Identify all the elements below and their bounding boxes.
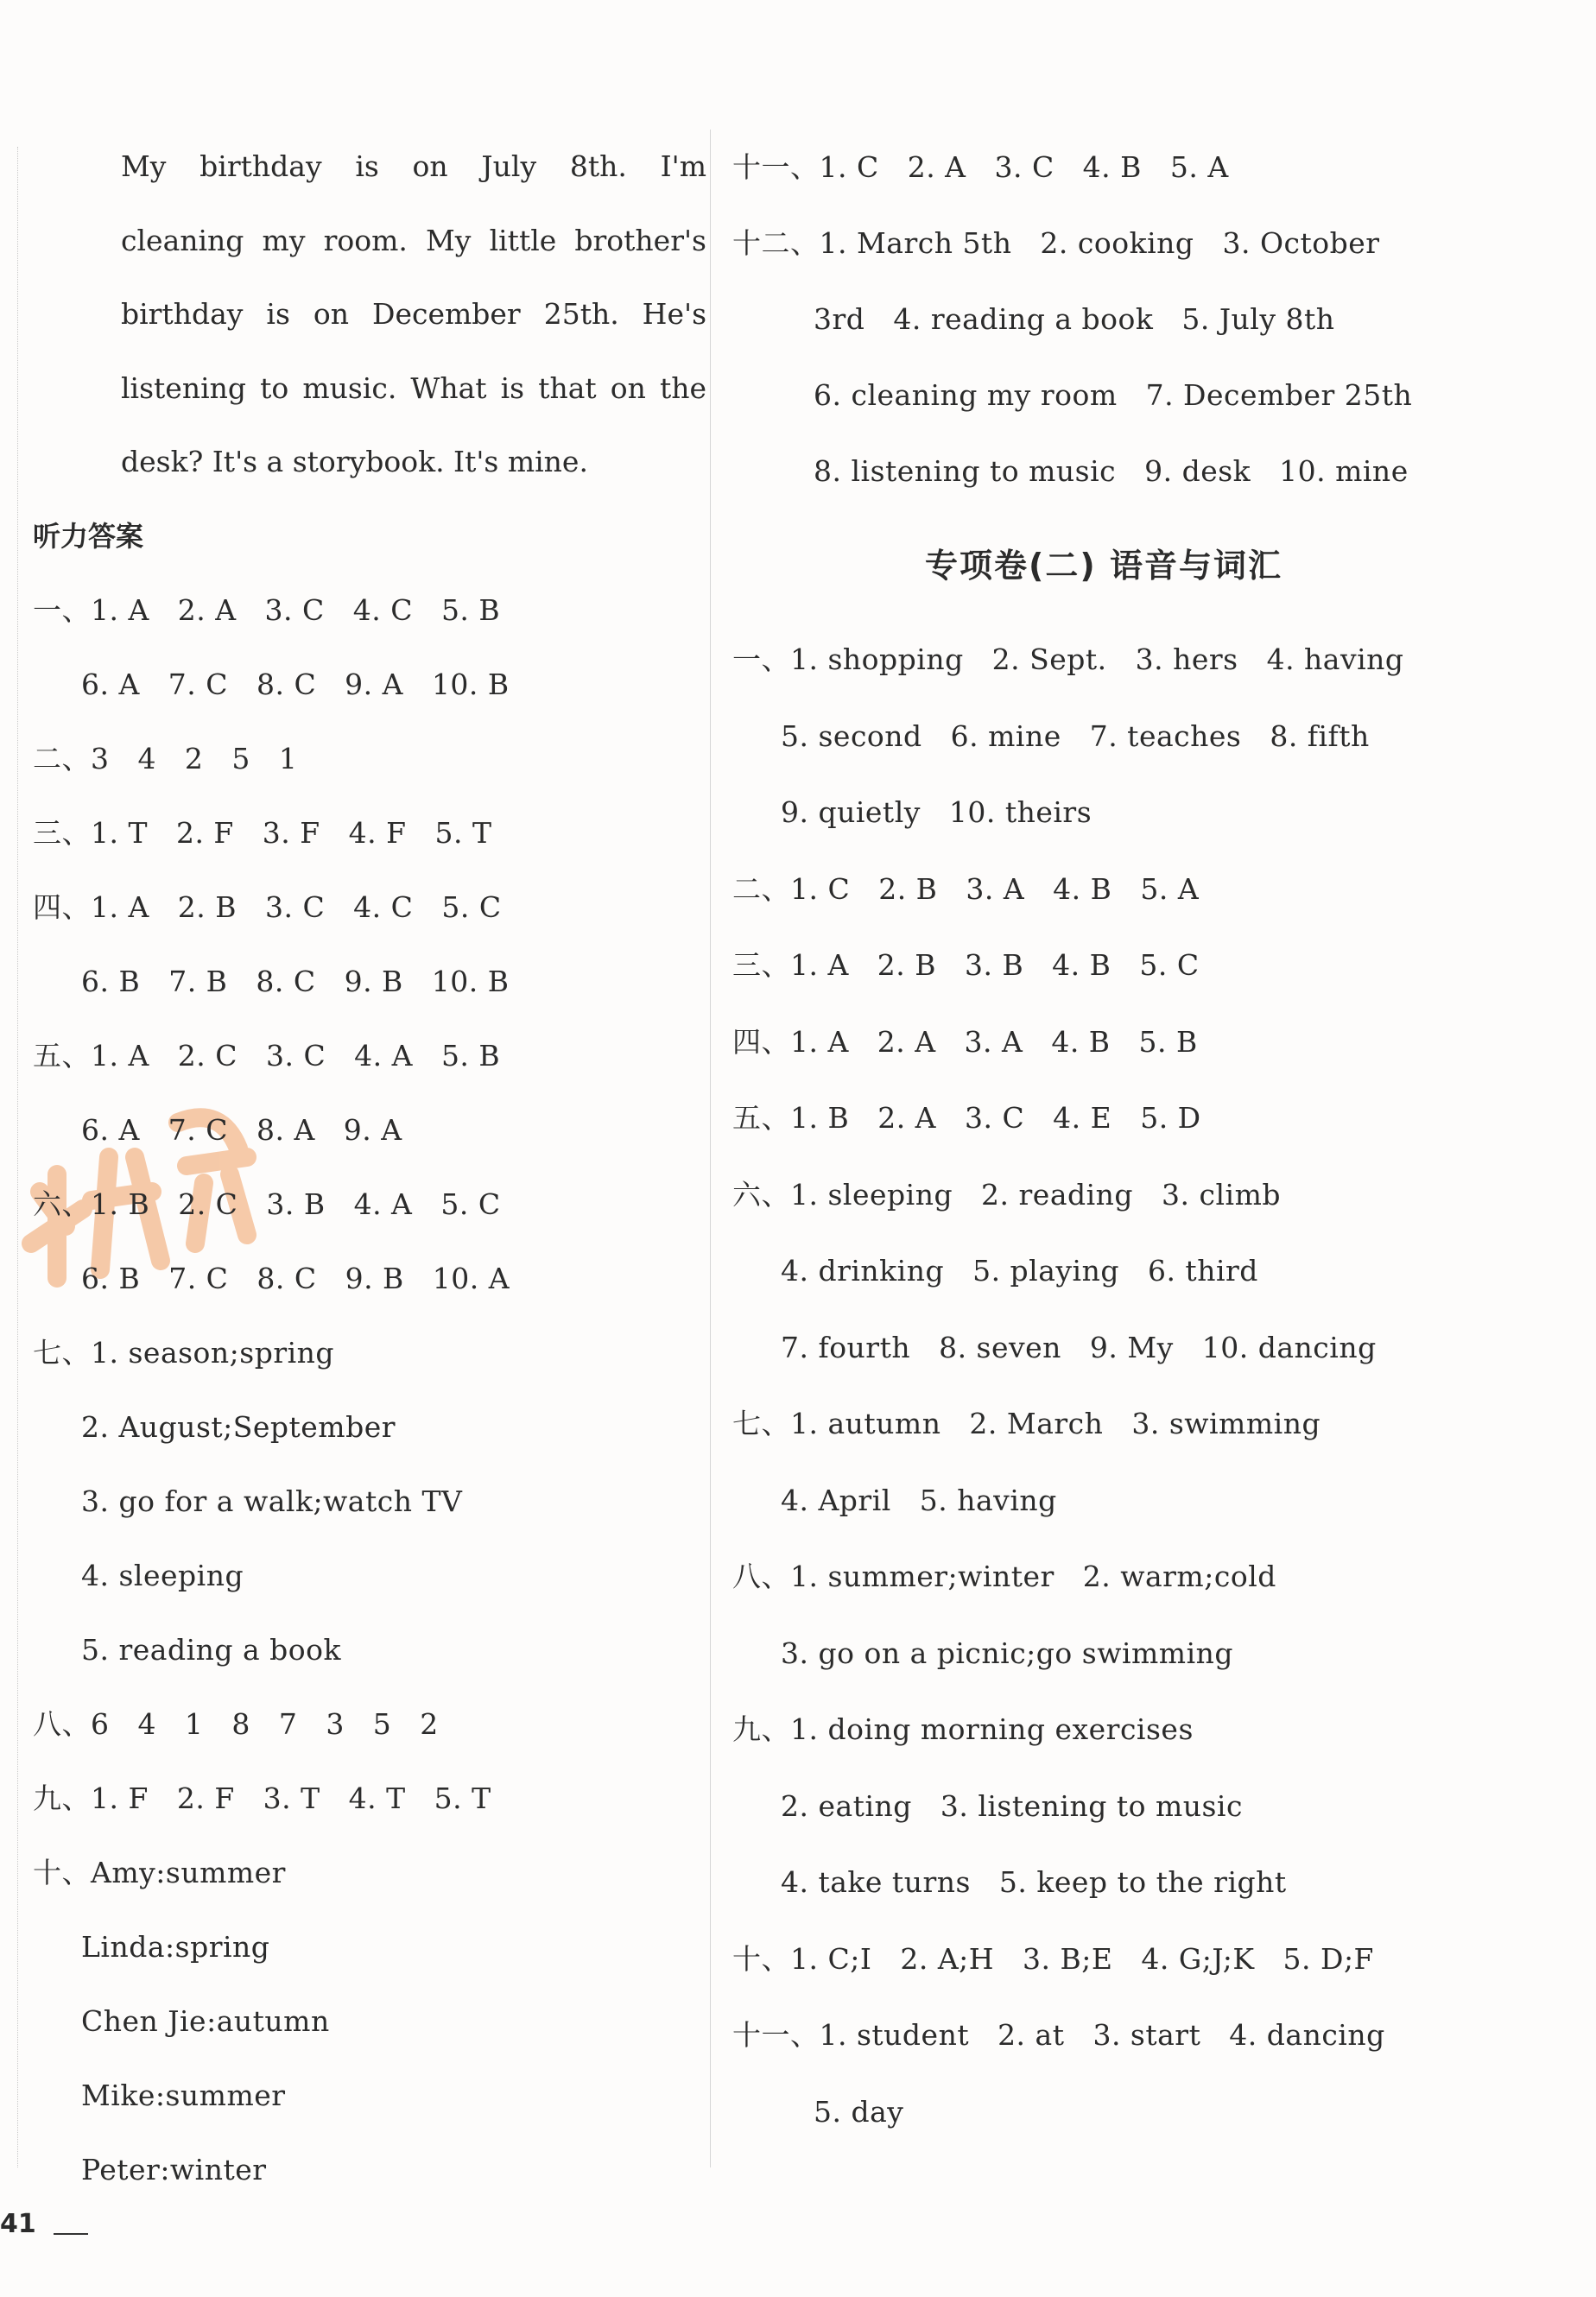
right-column bbox=[732, 130, 1579, 2150]
page-number: 41 bbox=[0, 2209, 36, 2239]
answer-line: 7. fourth 8. seven 9. My 10. dancing bbox=[781, 1330, 1377, 1364]
answer-line: 七、1. season;spring bbox=[33, 1335, 335, 1370]
answer-line: 四、1. A 2. B 3. C 4. C 5. C bbox=[33, 889, 502, 924]
answer-line: Linda:spring bbox=[81, 1929, 270, 1964]
answer-line: 六、1. sleeping 2. reading 3. climb bbox=[732, 1177, 1282, 1212]
section-title: 专项卷(二) 语音与词汇 bbox=[925, 547, 1282, 585]
left-column bbox=[33, 130, 706, 2207]
answer-line: 2. August;September bbox=[81, 1409, 396, 1444]
listening-text-line: My birthday is on July 8th. I'm bbox=[121, 149, 706, 183]
listening-answers-heading: 听力答案 bbox=[33, 519, 144, 553]
answer-line: 十、1. C;I 2. A;H 3. B;E 4. G;J;K 5. D;F bbox=[732, 1941, 1374, 1976]
answer-line: 十一、1. student 2. at 3. start 4. dancing bbox=[732, 2018, 1385, 2052]
answer-line: 十、Amy:summer bbox=[33, 1855, 286, 1889]
answer-line: 2. eating 3. listening to music bbox=[781, 1788, 1243, 1823]
listening-text-line: desk? It's a storybook. It's mine. bbox=[121, 445, 588, 478]
answer-line: 4. take turns 5. keep to the right bbox=[781, 1865, 1287, 1899]
answer-line: 6. A 7. C 8. C 9. A 10. B bbox=[81, 667, 510, 701]
answer-line: 十一、1. C 2. A 3. C 4. B 5. A bbox=[732, 150, 1229, 184]
answer-line: 十二、1. March 5th 2. cooking 3. October bbox=[732, 226, 1380, 260]
answer-line: 五、1. B 2. A 3. C 4. E 5. D bbox=[732, 1101, 1201, 1135]
answer-line: 五、1. A 2. C 3. C 4. A 5. B bbox=[33, 1038, 501, 1073]
answer-line: 3rd 4. reading a book 5. July 8th bbox=[814, 302, 1335, 336]
answer-line: 七、1. autumn 2. March 3. swimming bbox=[732, 1407, 1321, 1440]
answer-line: 二、1. C 2. B 3. A 4. B 5. A bbox=[732, 871, 1200, 906]
answer-line: 四、1. A 2. A 3. A 4. B 5. B bbox=[732, 1024, 1198, 1059]
answer-line: 八、1. summer;winter 2. warm;cold bbox=[732, 1560, 1276, 1593]
answer-line: 3. go on a picnic;go swimming bbox=[781, 1636, 1234, 1670]
answer-line: 二、3 4 2 5 1 bbox=[33, 741, 298, 775]
answer-line: Chen Jie:autumn bbox=[81, 2003, 330, 2038]
listening-text-line: listening to music. What is that on the bbox=[121, 370, 706, 405]
answer-line: 九、1. doing morning exercises bbox=[732, 1712, 1194, 1746]
listening-text-line: birthday is on December 25th. He's bbox=[121, 297, 706, 331]
page-number-dash bbox=[54, 2233, 88, 2235]
answer-line: 九、1. F 2. F 3. T 4. T 5. T bbox=[33, 1781, 491, 1815]
answer-line: 一、1. shopping 2. Sept. 3. hers 4. having bbox=[732, 642, 1404, 676]
answer-line: 一、1. A 2. A 3. C 4. C 5. B bbox=[33, 592, 501, 627]
answer-line: 八、6 4 1 8 7 3 5 2 bbox=[33, 1706, 439, 1741]
answer-line: 六、1. B 2. C 3. B 4. A 5. C bbox=[33, 1186, 501, 1221]
answer-line: 6. A 7. C 8. A 9. A bbox=[81, 1112, 402, 1147]
answer-line: 6. B 7. B 8. C 9. B 10. B bbox=[81, 964, 510, 998]
answer-line: 6. B 7. C 8. C 9. B 10. A bbox=[81, 1261, 510, 1295]
column-divider bbox=[710, 130, 711, 2167]
answer-line: Mike:summer bbox=[81, 2078, 286, 2112]
answer-line: 三、1. T 2. F 3. F 4. F 5. T bbox=[33, 815, 492, 850]
listening-text-line: cleaning my room. My little brother's bbox=[121, 223, 706, 257]
answer-line: 5. day bbox=[814, 2094, 904, 2129]
answer-line: 4. sleeping bbox=[81, 1558, 244, 1592]
answer-line: 3. go for a walk;watch TV bbox=[81, 1484, 463, 1518]
left-margin-rule bbox=[17, 147, 18, 2167]
answer-line: 8. listening to music 9. desk 10. mine bbox=[814, 454, 1409, 488]
answer-line: 4. drinking 5. playing 6. third bbox=[781, 1254, 1258, 1288]
answer-line: 9. quietly 10. theirs bbox=[781, 795, 1092, 829]
answer-line: 5. second 6. mine 7. teaches 8. fifth bbox=[781, 718, 1370, 753]
answer-line: 5. reading a book bbox=[81, 1632, 342, 1667]
answer-line: 4. April 5. having bbox=[781, 1483, 1057, 1517]
answer-line: 三、1. A 2. B 3. B 4. B 5. C bbox=[732, 948, 1200, 982]
answer-line: 6. cleaning my room 7. December 25th bbox=[814, 378, 1413, 412]
answer-line: Peter:winter bbox=[81, 2152, 267, 2186]
